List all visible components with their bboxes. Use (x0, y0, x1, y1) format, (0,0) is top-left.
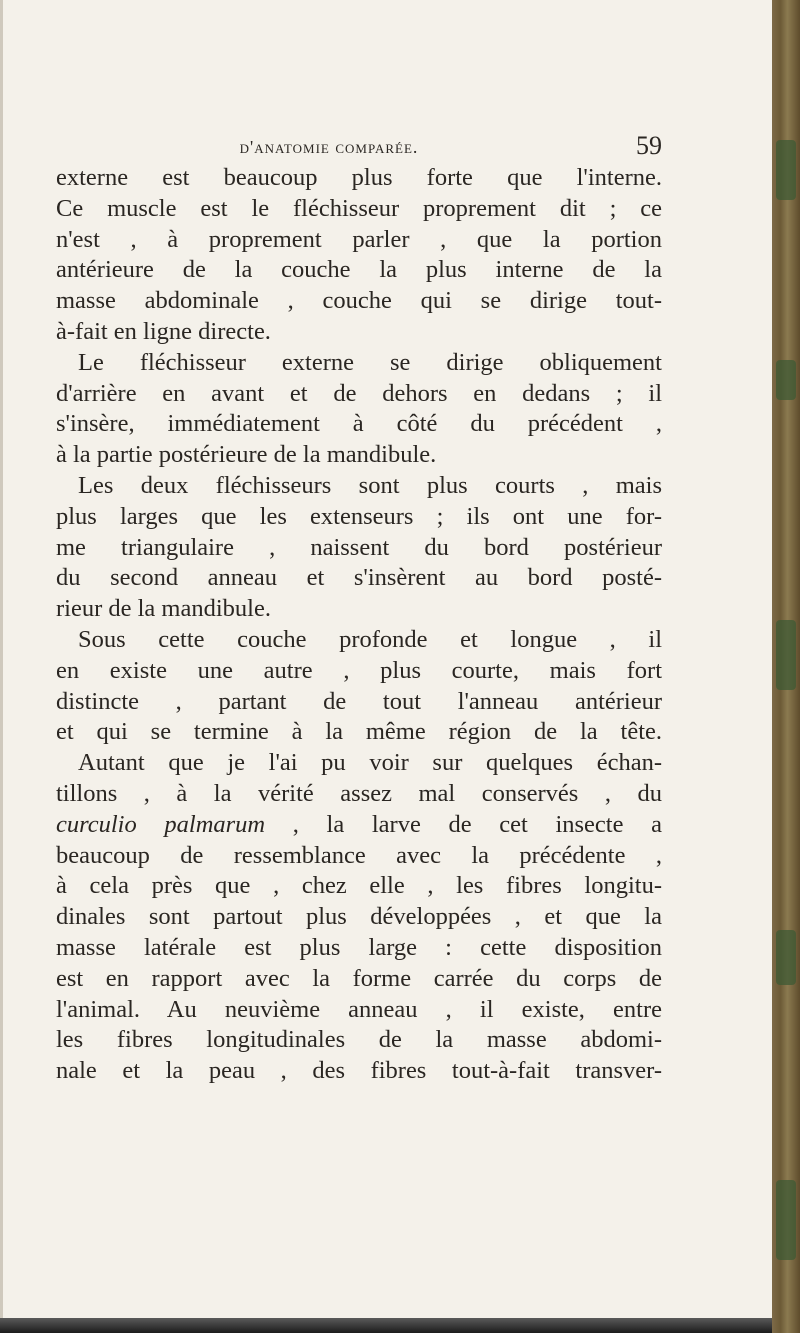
text-line: à cela près que , chez elle , les fibres longitu- (56, 872, 662, 900)
text-line: externe est beaucoup plus forte que l'interne. (56, 164, 662, 191)
text-line: tillons , à la vérité assez mal conservés , du (56, 779, 662, 807)
text-line: nale et la peau , des fibres tout-à-fait transver- (56, 1057, 662, 1085)
text-line: n'est , à proprement parler , que la portion (56, 225, 662, 253)
text-line: distincte , partant de tout l'anneau antérieur (56, 687, 662, 715)
book-binding-edge (772, 0, 800, 1333)
binding-stain (776, 140, 796, 200)
text-line: Les deux fléchisseurs sont plus courts , mais (78, 471, 662, 499)
text-line: l'animal. Au neuvième anneau , il existe, entre (56, 995, 662, 1023)
running-head: d'anatomie comparée. (239, 137, 419, 157)
text-line: plus larges que les extenseurs ; ils ont une for- (56, 502, 662, 530)
text-line: masse latérale est plus large : cette disposition (56, 933, 662, 961)
binding-stain (776, 620, 796, 690)
text-line: antérieure de la couche la plus interne de la (56, 256, 662, 284)
text-line: dinales sont partout plus développées , et que la (56, 903, 662, 931)
text-line: beaucoup de ressemblance avec la précédente , (56, 841, 662, 869)
text-line: Sous cette couche profonde et longue , il (78, 625, 662, 653)
species-name: curculio palmarum (56, 810, 266, 838)
binding-stain (776, 360, 796, 400)
text-line: rieur de la mandibule. (56, 595, 271, 623)
text-line: du second anneau et s'insèrent au bord posté- (56, 564, 662, 592)
text-line: les fibres longitudinales de la masse abdomi- (56, 1026, 662, 1054)
binding-stain (776, 1180, 796, 1260)
body-text (56, 163, 662, 1087)
text-line: d'arrière en avant et de dehors en dedans ; il (56, 379, 662, 407)
text-line: à-fait en ligne directe. (56, 317, 271, 345)
page-number: 59 (636, 131, 662, 160)
page-header (56, 125, 662, 165)
page-left-edge (0, 0, 3, 1333)
text-line: à la partie postérieure de la mandibule. (56, 441, 437, 469)
text-line: me triangulaire , naissent du bord postérieur (56, 533, 662, 561)
text-line: est en rapport avec la forme carrée du corps de (56, 964, 662, 992)
text-line: masse abdominale , couche qui se dirige tout- (56, 287, 662, 315)
text-line: en existe une autre , plus courte, mais fort (56, 656, 662, 684)
text-line: Le fléchisseur externe se dirige obliquement (78, 348, 662, 376)
text-line: et qui se termine à la même région de la tête. (56, 718, 662, 746)
text-line-rest: , la larve de cet insecte a (265, 810, 662, 838)
text-line: Autant que je l'ai pu voir sur quelques échan- (78, 749, 662, 777)
text-line (56, 810, 662, 841)
page-bottom-shadow (0, 1318, 772, 1333)
text-line: s'insère, immédiatement à côté du précédent , (56, 410, 662, 438)
text-line: Ce muscle est le fléchisseur proprement dit ; ce (56, 194, 662, 222)
binding-stain (776, 930, 796, 985)
